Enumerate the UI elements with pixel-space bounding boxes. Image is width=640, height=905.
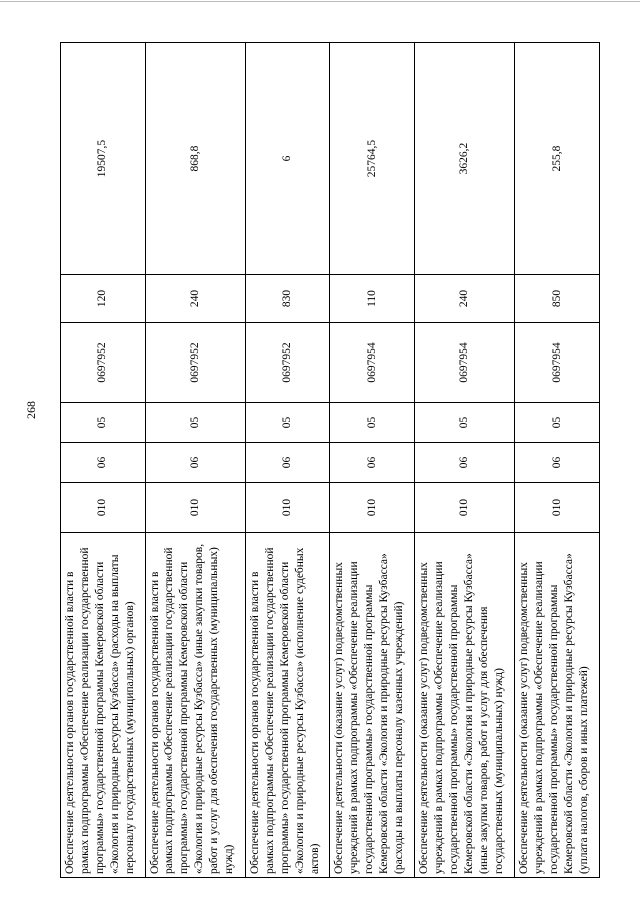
row-name: Обеспечение деятельности (оказание услуг) подведомственных учреждений в рамках подпрограммы «Обеспечение реализации государственной программы» государственной программы Кемеровской области «Экология и природные ресурсы Кузбасса» (расходы на выплаты персоналу казенных учреждений) <box>330 533 415 878</box>
row-amount: 255,8 <box>515 43 600 275</box>
row-code-ministry: 010 <box>145 483 245 533</box>
row-code-section: 06 <box>61 443 146 483</box>
row-code-expense-type: 240 <box>415 275 515 323</box>
row-code-subsection: 05 <box>61 403 146 443</box>
row-name: Обеспечение деятельности (оказание услуг) подведомственных учреждений в рамках подпрограммы «Обеспечение реализации государственной программы» государственной программы Кемеровской области «Экология и природные ресурсы Кузбасса» (иные закупки товаров, работ и услуг для обеспечения государственных (муниципальных) нужд) <box>415 533 515 878</box>
row-code-target: 0697954 <box>515 323 600 403</box>
row-code-subsection: 05 <box>245 403 330 443</box>
row-name: Обеспечение деятельности органов государственной власти в рамках подпрограммы «Обеспечение реализации государственной программы» государственной программы Кемеровской области «Экология и природные ресурсы Кузбасса» (исполнение судебных актов) <box>245 533 330 878</box>
rotated-table-wrapper <box>60 43 600 878</box>
row-code-section: 06 <box>515 443 600 483</box>
table-row <box>61 43 146 878</box>
row-name: Обеспечение деятельности органов государственной власти в рамках подпрограммы «Обеспечение реализации государственной программы» государственной программы Кемеровской области «Экология и природные ресурсы Кузбасса» (иные закупки товаров, работ и услуг для обеспечения государственных (муниципальных) нужд) <box>145 533 245 878</box>
row-amount: 868,8 <box>145 43 245 275</box>
row-code-section: 06 <box>145 443 245 483</box>
row-name: Обеспечение деятельности (оказание услуг) подведомственных учреждений в рамках подпрограммы «Обеспечение реализации государственной программы» государственной программы Кемеровской области «Экология и природные ресурсы Кузбасса» (уплата налогов, сборов и иных платежей) <box>515 533 600 878</box>
row-code-ministry: 010 <box>415 483 515 533</box>
row-code-target: 0697954 <box>330 323 415 403</box>
table-row <box>415 43 515 878</box>
budget-table <box>60 42 600 878</box>
row-code-section: 06 <box>245 443 330 483</box>
row-code-ministry: 010 <box>330 483 415 533</box>
row-code-expense-type: 240 <box>145 275 245 323</box>
row-code-ministry: 010 <box>515 483 600 533</box>
table-row <box>515 43 600 878</box>
row-code-subsection: 05 <box>515 403 600 443</box>
row-code-expense-type: 850 <box>515 275 600 323</box>
table-row <box>145 43 245 878</box>
row-code-ministry: 010 <box>245 483 330 533</box>
row-code-target: 0697952 <box>145 323 245 403</box>
row-code-expense-type: 120 <box>61 275 146 323</box>
row-code-section: 06 <box>415 443 515 483</box>
table-row <box>245 43 330 878</box>
row-code-target: 0697954 <box>415 323 515 403</box>
row-code-expense-type: 830 <box>245 275 330 323</box>
row-code-section: 06 <box>330 443 415 483</box>
row-code-subsection: 05 <box>145 403 245 443</box>
table-row <box>330 43 415 878</box>
row-code-target: 0697952 <box>245 323 330 403</box>
page-number: 268 <box>24 401 38 419</box>
row-amount: 25764,5 <box>330 43 415 275</box>
row-amount: 6 <box>245 43 330 275</box>
row-amount: 19507,5 <box>61 43 146 275</box>
row-amount: 3626,2 <box>415 43 515 275</box>
row-code-expense-type: 110 <box>330 275 415 323</box>
row-code-subsection: 05 <box>330 403 415 443</box>
top-rule <box>0 1 640 2</box>
row-code-subsection: 05 <box>415 403 515 443</box>
row-name: Обеспечение деятельности органов государственной власти в рамках подпрограммы «Обеспечение реализации государственной программы» государственной программы Кемеровской области «Экология и природные ресурсы Кузбасса» (расходы на выплаты персоналу государственных (муниципальных) органов) <box>61 533 146 878</box>
row-code-ministry: 010 <box>61 483 146 533</box>
row-code-target: 0697952 <box>61 323 146 403</box>
table-body <box>61 43 600 878</box>
